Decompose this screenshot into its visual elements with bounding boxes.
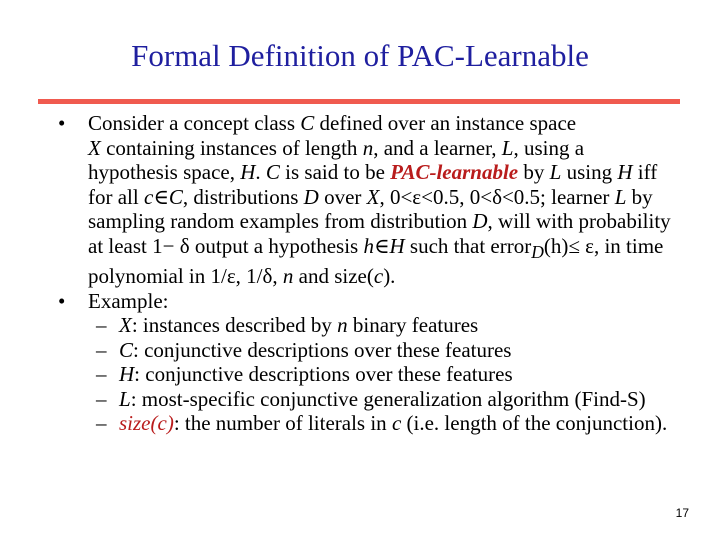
text-var: H	[240, 160, 256, 184]
sub-item-x	[58, 313, 678, 338]
text-run: : most-specific conjunctive generalization algorithm (Find-S)	[130, 386, 646, 411]
text-run: , using a hypothesis space,	[88, 135, 585, 184]
text-run: : instances described by	[131, 313, 338, 338]
text-var: H	[389, 233, 405, 258]
text-var: L	[614, 184, 627, 209]
page-number: 17	[675, 506, 689, 520]
text-var: H	[617, 160, 633, 184]
sub-item-label: H	[119, 362, 135, 387]
bullet-definition	[58, 111, 678, 289]
text-run: using	[561, 160, 618, 184]
sub-item-c	[58, 338, 678, 363]
text-run: .	[255, 160, 266, 184]
text-run: such that error	[404, 233, 532, 258]
text-var: D	[303, 184, 319, 209]
title-divider	[38, 99, 680, 104]
dash-marker: –	[96, 337, 107, 362]
text-run: iff for all	[88, 160, 658, 209]
text-var: L	[501, 135, 514, 160]
sub-item-label: C	[119, 337, 134, 362]
dash-marker: –	[96, 386, 107, 411]
text-run: Consider a concept class	[88, 111, 301, 135]
bullet-marker: •	[58, 111, 66, 135]
text-run: ∈	[153, 184, 169, 209]
text-var: n	[282, 264, 294, 289]
text-run: : conjunctive descriptions over these features	[133, 337, 512, 362]
text-run: ).	[383, 264, 396, 289]
slide-title: Formal Definition of PAC-Learnable	[131, 38, 589, 73]
text-var: C	[300, 111, 315, 135]
text-var: n	[362, 135, 374, 160]
text-run: (i.e. length of the conjunction).	[401, 411, 668, 436]
sub-item-size	[58, 411, 678, 436]
slide-body	[58, 111, 678, 436]
bullet-example	[58, 289, 678, 314]
dash-marker: –	[96, 313, 107, 338]
text-run: by	[518, 160, 550, 184]
text-var: c	[373, 264, 384, 289]
pac-learnable-term: PAC-learnable	[390, 160, 519, 184]
text-var: D	[472, 209, 488, 233]
text-run: : the number of literals in	[173, 411, 392, 436]
sub-item-h	[58, 362, 678, 387]
sub-item-l	[58, 387, 678, 412]
text-run: Example:	[88, 288, 169, 313]
sub-item-label: L	[119, 386, 131, 411]
text-run: binary features	[347, 313, 479, 338]
text-var: C	[265, 160, 280, 184]
dash-marker: –	[96, 362, 107, 387]
text-run: ∈	[373, 233, 390, 258]
text-run: , will with probability at least 1− δ output a hypothesis	[88, 209, 671, 258]
text-var: C	[168, 184, 183, 209]
sub-item-label: X	[119, 313, 132, 338]
text-var: c	[143, 184, 154, 209]
text-var: c	[391, 411, 402, 436]
dash-marker: –	[96, 411, 107, 436]
text-run: , and a learner,	[373, 135, 502, 160]
text-var: L	[549, 160, 562, 184]
text-run: containing instances of length	[100, 135, 363, 160]
text-var: X	[366, 184, 380, 209]
text-run: , 0<ε<0.5, 0<δ<0.5; learner	[379, 184, 615, 209]
text-run: over	[318, 184, 367, 209]
text-run: (h)≤ ε, in time polynomial in 1/ε, 1/δ,	[88, 233, 664, 289]
sub-item-label: size(c)	[119, 411, 174, 436]
text-run: , distributions	[182, 184, 304, 209]
bullet-marker: •	[58, 288, 66, 313]
text-var: h	[363, 233, 374, 258]
text-var: n	[337, 313, 348, 338]
text-run: and size(	[293, 264, 374, 289]
text-run: defined over an instance space	[314, 111, 577, 135]
text-run: is said to be	[279, 160, 391, 184]
text-subscript: D	[531, 241, 544, 262]
text-var: X	[88, 135, 101, 160]
text-run: by sampling random examples from distribution	[88, 184, 653, 233]
text-run: : conjunctive descriptions over these features	[134, 362, 513, 387]
